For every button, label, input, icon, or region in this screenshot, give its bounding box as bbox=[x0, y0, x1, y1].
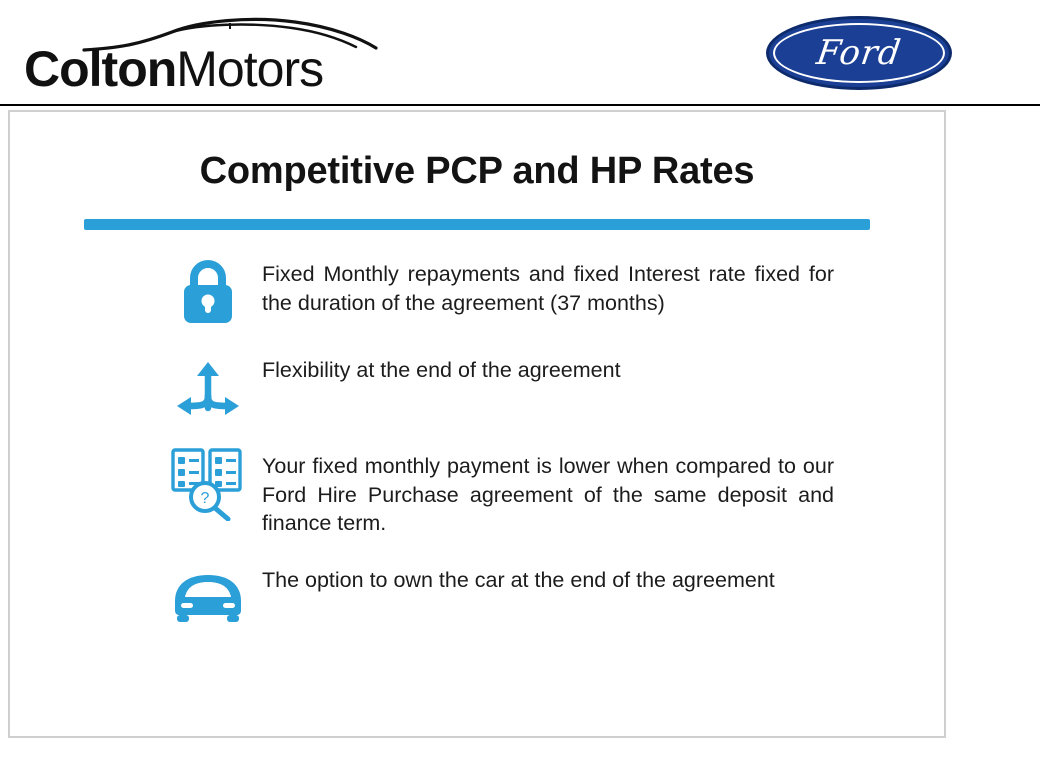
list-item-text: Your fixed monthly payment is lower when compared to our Ford Hire Purchase agreement of the same deposit and finance term. bbox=[262, 454, 834, 536]
list-item-text: Flexibility at the end of the agreement bbox=[262, 358, 621, 383]
list-item-text: The option to own the car at the end of the agreement bbox=[262, 568, 775, 593]
list-item bbox=[160, 446, 834, 538]
page-header bbox=[0, 0, 1040, 106]
svg-text:?: ? bbox=[200, 490, 210, 508]
padlock-icon bbox=[160, 254, 256, 328]
list-item bbox=[160, 254, 834, 328]
documents-magnifier-compare-icon bbox=[160, 446, 256, 520]
dealer-name-secondary: Motors bbox=[176, 41, 324, 97]
benefits-list bbox=[10, 254, 944, 634]
dealer-name bbox=[24, 41, 324, 97]
slide-card bbox=[8, 110, 946, 738]
list-item bbox=[160, 560, 834, 634]
list-item bbox=[160, 350, 834, 424]
ford-logo bbox=[766, 16, 952, 90]
dealer-name-primary: Colton bbox=[24, 41, 177, 97]
dealer-logo bbox=[24, 10, 394, 100]
ford-wordmark: Ford bbox=[814, 33, 904, 73]
slide-title: Competitive PCP and HP Rates bbox=[199, 150, 755, 192]
car-front-icon bbox=[160, 560, 256, 634]
bottom-strip bbox=[0, 738, 1040, 780]
arrows-three-way-flexibility-icon bbox=[160, 350, 256, 424]
list-item-text: Fixed Monthly repayments and fixed Interest rate fixed for the duration of the agreement (37 months) bbox=[262, 262, 834, 315]
title-underline-rule bbox=[84, 219, 870, 230]
